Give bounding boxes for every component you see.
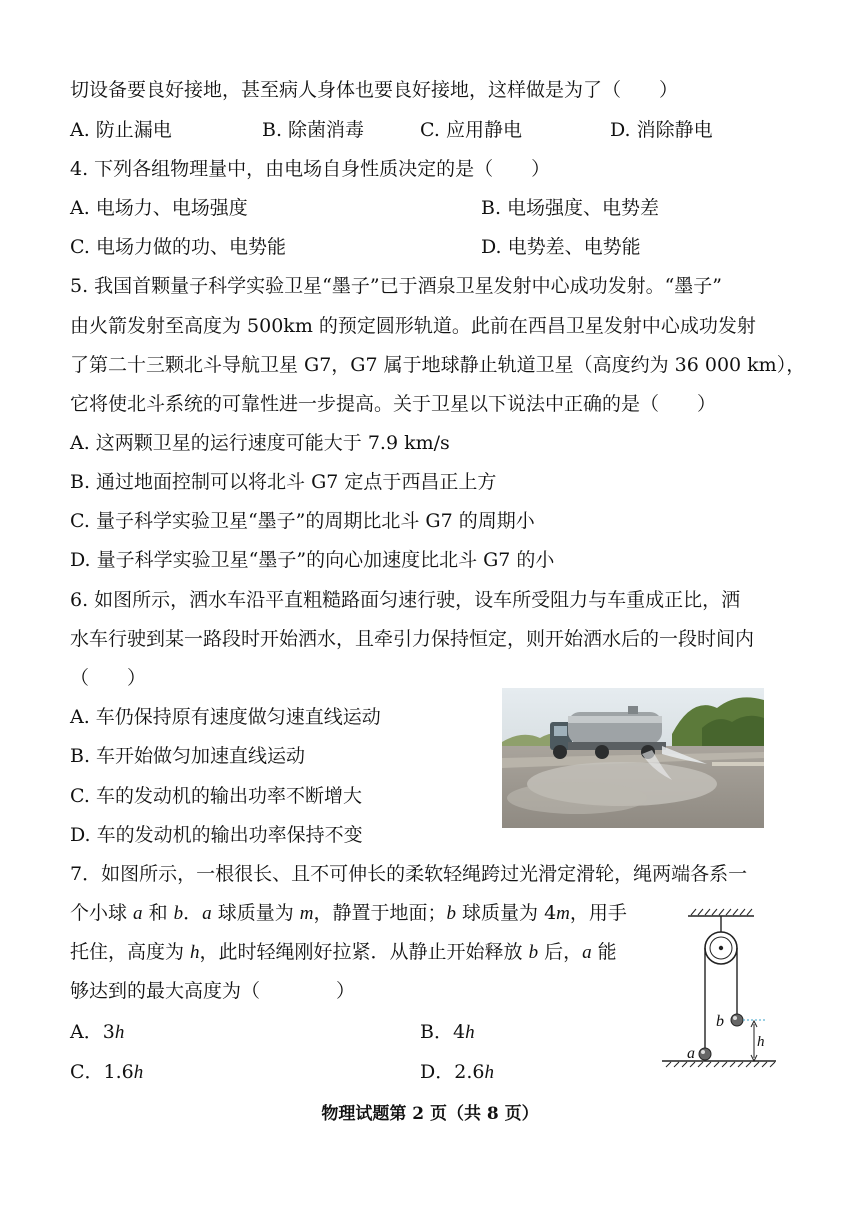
- q5-option-b: B. 通过地面控制可以将北斗 G7 定点于西昌正上方: [70, 471, 497, 493]
- q5-stem-line-4: 它将使北斗系统的可靠性进一步提高。关于卫星以下说法中正确的是（ ）: [70, 393, 717, 415]
- q4-option-a: A. 电场力、电场强度: [70, 197, 248, 219]
- q7-stem-line-2: 个小球 a 和 b．a 球质量为 m，静置于地面；b 球质量为 4m，用手: [70, 902, 627, 924]
- ground-hatching: [666, 1062, 775, 1067]
- q3-option-b: B. 除菌消毒: [262, 119, 365, 141]
- q6-option-b: B. 车开始做匀加速直线运动: [70, 745, 306, 767]
- q3-option-c: C. 应用静电: [420, 119, 522, 141]
- q6-stem-line-1: 6. 如图所示，洒水车沿平直粗糙路面匀速行驶，设车所受阻力与车重成正比，洒: [70, 589, 741, 611]
- q7-stem-line-4: 够达到的最大高度为（ ）: [70, 980, 356, 1002]
- ball-a: [699, 1048, 711, 1060]
- q6-option-c: C. 车的发动机的输出功率不断增大: [70, 785, 362, 807]
- pulley-figure: [660, 908, 780, 1074]
- page-footer: 物理试题第 2 页（共 8 页）: [321, 1104, 539, 1124]
- ball-b: [731, 1014, 743, 1026]
- label-b: b: [716, 1013, 724, 1030]
- label-h: h: [757, 1034, 765, 1050]
- q3-option-d: D. 消除静电: [610, 119, 713, 141]
- q5-stem-line-1: 5. 我国首颗量子科学实验卫星“墨子”已于酒泉卫星发射中心成功发射。“墨子”: [70, 275, 723, 297]
- q7-stem-line-1: 7．如图所示，一根很长、且不可伸长的柔软轻绳跨过光滑定滑轮，绳两端各系一: [70, 863, 748, 885]
- q6-stem-line-3: （ ）: [70, 667, 147, 689]
- q6-option-d: D. 车的发动机的输出功率保持不变: [70, 824, 363, 846]
- q7-option-a: A．3h: [70, 1021, 125, 1043]
- q7-option-b: B．4h: [420, 1021, 475, 1043]
- q5-option-d: D. 量子科学实验卫星“墨子”的向心加速度比北斗 G7 的小: [70, 549, 555, 571]
- q5-option-c: C. 量子科学实验卫星“墨子”的周期比北斗 G7 的周期小: [70, 510, 535, 532]
- q3-option-a: A. 防止漏电: [70, 119, 172, 141]
- q5-option-a: A. 这两颗卫星的运行速度可能大于 7.9 km/s: [70, 432, 450, 454]
- label-a: a: [687, 1045, 695, 1062]
- q5-stem-line-2: 由火箭发射至高度为 500km 的预定圆形轨道。此前在西昌卫星发射中心成功发射: [70, 315, 756, 337]
- q6-stem-line-2: 水车行驶到某一路段时开始洒水，且牵引力保持恒定，则开始洒水后的一段时间内: [70, 628, 755, 650]
- sprinkler-truck-image: [502, 688, 764, 828]
- q5-stem-line-3: 了第二十三颗北斗导航卫星 G7，G7 属于地球静止轨道卫星（高度约为 36 000 km），: [70, 354, 806, 376]
- q7-option-d: D．2.6h: [420, 1061, 494, 1083]
- ceiling-hatching: [691, 909, 752, 915]
- q4-option-c: C. 电场力做的功、电势能: [70, 236, 286, 258]
- q4-stem: 4. 下列各组物理量中，由电场自身性质决定的是（ ）: [70, 158, 551, 180]
- pulley-axle: [719, 946, 723, 950]
- sprinkler-truck-photo: [502, 688, 764, 828]
- q6-option-a: A. 车仍保持原有速度做匀速直线运动: [70, 706, 381, 728]
- q7-option-c: C．1.6h: [70, 1061, 144, 1083]
- q4-option-d: D. 电势差、电势能: [481, 236, 641, 258]
- q4-option-b: B. 电场强度、电势差: [481, 197, 660, 219]
- pulley-diagram: [660, 908, 780, 1074]
- q7-stem-line-3: 托住，高度为 h，此时轻绳刚好拉紧．从静止开始释放 b 后，a 能: [70, 941, 617, 963]
- q3-stem-tail: 切设备要良好接地，甚至病人身体也要良好接地，这样做是为了（ ）: [70, 79, 679, 101]
